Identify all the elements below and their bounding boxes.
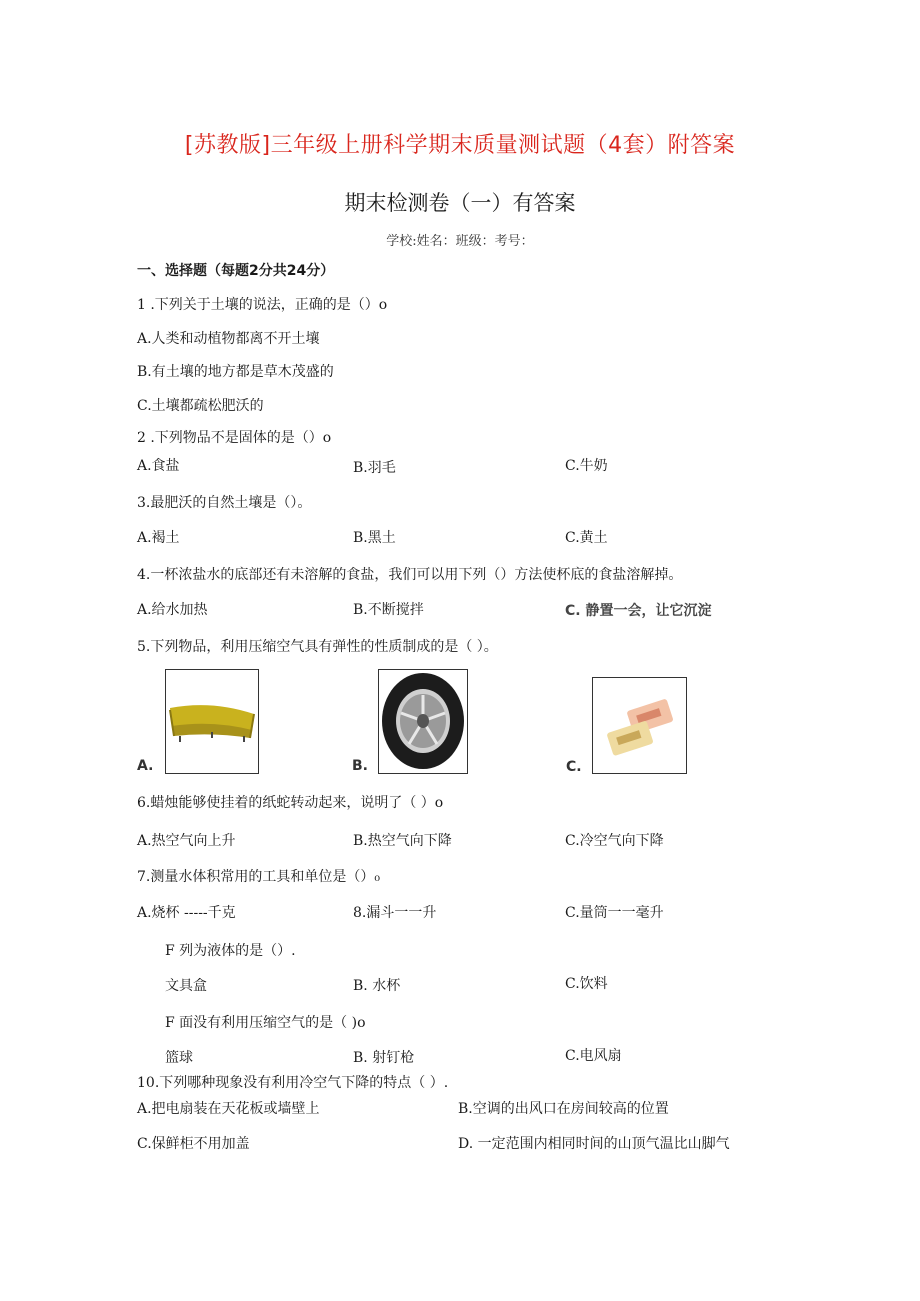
question-10-option-a: A.把电扇装在天花板或墙壁上 bbox=[137, 1101, 320, 1117]
question-2-option-c: C.牛奶 bbox=[565, 458, 608, 474]
question-8-stem: F 列为液体的是（）. bbox=[165, 943, 296, 959]
question-4-option-c: C. 静置一会，让它沉淀 bbox=[565, 603, 712, 619]
question-9-option-c: C.电风扇 bbox=[565, 1048, 622, 1064]
question-9-option-a: 篮球 bbox=[165, 1050, 193, 1066]
question-9-option-b: B. 射钉枪 bbox=[353, 1050, 415, 1066]
question-1-option-b: B.有土壤的地方都是草木茂盛的 bbox=[137, 364, 334, 380]
question-6-option-c: C.冷空气向下降 bbox=[565, 833, 664, 849]
question-5-option-b: B. bbox=[352, 758, 368, 774]
question-7-stem: 7.测量水体积常用的工具和单位是（）₀ bbox=[137, 869, 380, 885]
question-10-option-c: C.保鲜柜不用加盖 bbox=[137, 1136, 250, 1152]
question-5-stem: 5.下列物品，利用压缩空气具有弹性的性质制成的是（ ）。 bbox=[137, 639, 498, 655]
question-4-option-b: B.不断搅拌 bbox=[353, 602, 424, 618]
exam-subtitle: 期末检测卷（一）有答案 bbox=[344, 191, 576, 215]
student-info-line: 学校:姓名：班级：考号： bbox=[386, 234, 534, 249]
sofa-icon bbox=[166, 670, 258, 773]
question-1-stem: 1 .下列关于土壤的说法，正确的是（）o bbox=[137, 297, 388, 313]
question-6-stem: 6.蜡烛能够使挂着的纸蛇转动起来，说明了（ ）o bbox=[137, 795, 444, 811]
tire-icon bbox=[379, 670, 467, 773]
eraser-icon bbox=[593, 678, 686, 773]
question-1-option-a: A.人类和动植物都离不开土壤 bbox=[137, 331, 320, 347]
section-title: 一、选择题（每题2分共24分） bbox=[137, 263, 335, 279]
question-8-option-c: C.饮料 bbox=[565, 976, 608, 992]
question-10-option-d: D. 一定范围内相同时间的山顶气温比山脚气 bbox=[458, 1136, 730, 1152]
question-10-stem: 10.下列哪种现象没有利用冷空气下降的特点（ ）. bbox=[137, 1075, 449, 1091]
question-7-option-c: C.量筒一一毫升 bbox=[565, 905, 664, 921]
question-5-option-a: A. bbox=[137, 758, 154, 774]
question-10-option-b: B.空调的出风口在房间较高的位置 bbox=[458, 1101, 669, 1117]
question-8-option-b: B. 水杯 bbox=[353, 978, 401, 994]
question-5-option-c: C. bbox=[566, 759, 582, 775]
question-3-stem: 3.最肥沃的自然土壤是（）。 bbox=[137, 495, 312, 511]
question-2-option-b: B.羽毛 bbox=[353, 460, 396, 476]
document-title: [苏教版]三年级上册科学期末质量测试题（4套）附答案 bbox=[184, 133, 736, 158]
question-9-stem: F 面没有利用压缩空气的是（ )o bbox=[165, 1015, 366, 1031]
question-7-option-a: A.烧杯 -----千克 bbox=[137, 905, 236, 921]
question-4-stem: 4.一杯浓盐水的底部还有未溶解的食盐，我们可以用下列（）方法使杯底的食盐溶解掉。 bbox=[137, 567, 683, 583]
question-3-option-b: B.黑土 bbox=[353, 530, 396, 546]
erasers-image bbox=[592, 677, 687, 774]
question-1-option-c: C.土壤都疏松肥沃的 bbox=[137, 398, 264, 414]
question-7-option-b: 8.漏斗一一升 bbox=[353, 905, 437, 921]
question-2-option-a: A.食盐 bbox=[137, 458, 180, 474]
sofa-image bbox=[165, 669, 259, 774]
question-6-option-a: A.热空气向上升 bbox=[137, 833, 236, 849]
question-6-option-b: B.热空气向下降 bbox=[353, 833, 452, 849]
question-8-option-a: 文具盒 bbox=[165, 978, 207, 994]
question-3-option-c: C.黄土 bbox=[565, 530, 608, 546]
tire-image bbox=[378, 669, 468, 774]
question-2-stem: 2 .下列物品不是固体的是（）o bbox=[137, 430, 332, 446]
question-3-option-a: A.褐土 bbox=[137, 530, 180, 546]
question-4-option-a: A.给水加热 bbox=[137, 602, 208, 618]
